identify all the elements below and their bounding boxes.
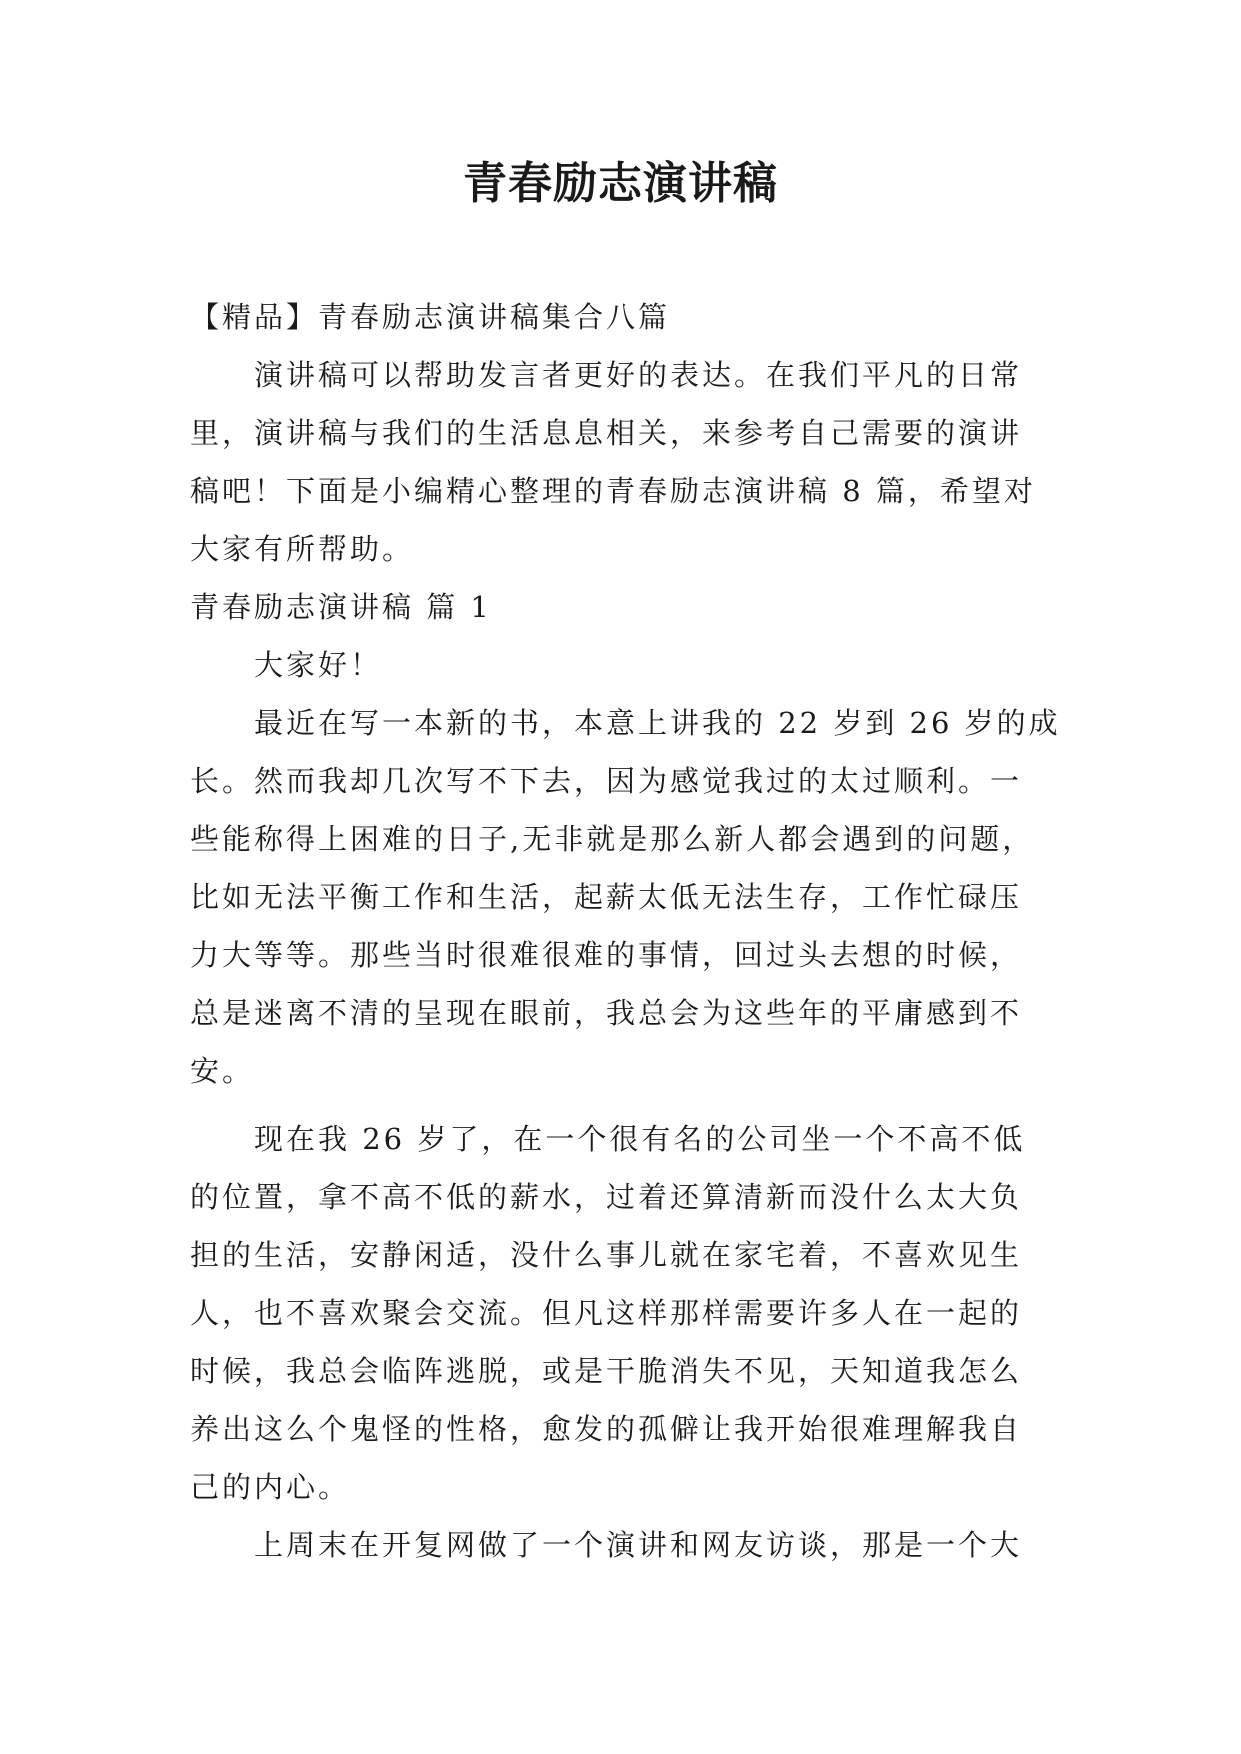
paragraph-line: 养出这么个鬼怪的性格，愈发的孤僻让我开始很难理解我自: [190, 1412, 1023, 1446]
paragraph-spacer: [190, 1100, 1050, 1110]
document-title: 青春励志演讲稿: [463, 158, 778, 209]
paragraph-line: 己的内心。: [190, 1470, 351, 1504]
intro-line: 稿吧！下面是小编精心整理的青春励志演讲稿 8 篇，希望对: [190, 474, 1036, 508]
paragraph-2: [190, 1110, 1050, 1516]
paragraph-line: 担的生活，安静闲适，没什么事儿就在家宅着，不喜欢见生: [190, 1238, 1023, 1272]
intro-line: 大家有所帮助。: [190, 532, 415, 566]
paragraph-line: 长。然而我却几次写不下去，因为感觉我过的太过顺利。一: [190, 764, 1023, 798]
paragraph-line: 时候，我总会临阵逃脱，或是干脆消失不见，天知道我怎么: [190, 1354, 1023, 1388]
paragraph-line: 比如无法平衡工作和生活，起薪太低无法生存，工作忙碌压: [190, 880, 1023, 914]
document-body: [190, 288, 1061, 1574]
paragraph-line: 现在我 26 岁了，在一个很有名的公司坐一个不高不低: [254, 1122, 1026, 1156]
paragraph-line: 安。: [190, 1054, 255, 1088]
paragraph-line: 些能称得上困难的日子,无非就是那么新人都会遇到的问题，: [190, 822, 1035, 856]
paragraph-line: 力大等等。那些当时很难很难的事情，回过头去想的时候，: [190, 938, 1023, 972]
section-heading: 青春励志演讲稿 篇 1: [190, 590, 492, 624]
paragraph-1: [190, 694, 1061, 1100]
paragraph-line: 总是迷离不清的呈现在眼前，我总会为这些年的平庸感到不: [190, 996, 1023, 1030]
paragraph-line: 的位置，拿不高不低的薪水，过着还算清新而没什么太大负: [190, 1180, 1023, 1214]
greeting: 大家好！: [254, 648, 383, 682]
paragraph-line: 上周末在开复网做了一个演讲和网友访谈，那是一个大: [254, 1528, 1023, 1562]
document-subtitle: 【精品】青春励志演讲稿集合八篇: [190, 300, 671, 334]
intro-paragraph: [190, 346, 1050, 578]
intro-line: 里，演讲稿与我们的生活息息相关，来参考自己需要的演讲: [190, 416, 1023, 450]
paragraph-3: [190, 1516, 1050, 1574]
paragraph-line: 最近在写一本新的书，本意上讲我的 22 岁到 26 岁的成: [254, 706, 1061, 740]
paragraph-line: 人，也不喜欢聚会交流。但凡这样那样需要许多人在一起的: [190, 1296, 1023, 1330]
intro-line: 演讲稿可以帮助发言者更好的表达。在我们平凡的日常: [254, 358, 1023, 392]
